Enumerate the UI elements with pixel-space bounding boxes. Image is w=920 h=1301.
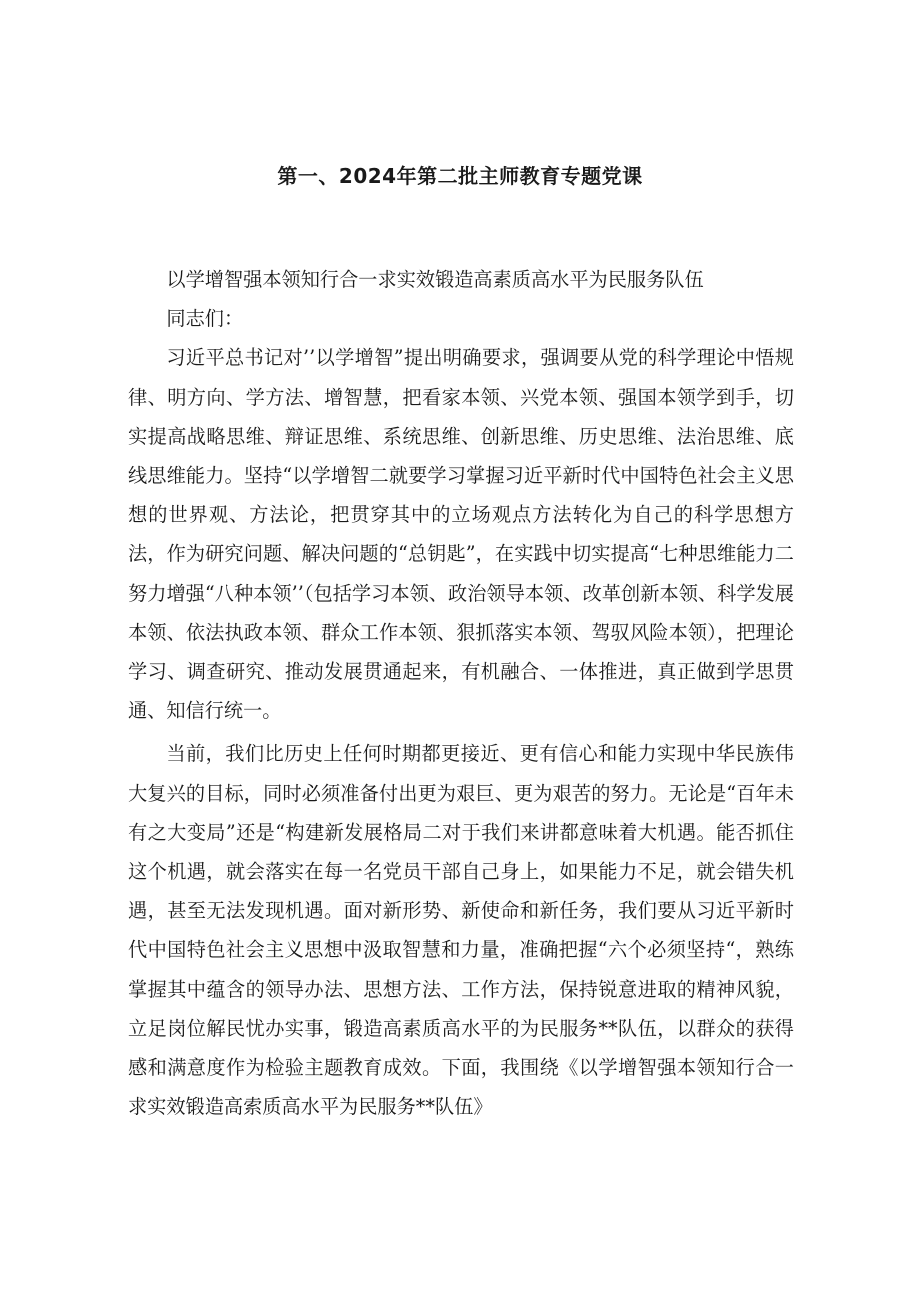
document-subtitle: 以学增智强本领知行合一求实效锻造高素质高水平为民服务队伍 xyxy=(166,268,704,291)
paragraph: 当前，我们比历史上任何时期都更接近、更有信心和能力实现中华民族伟大复兴的目标，同时必须准备付出更为艰巨、更为艰苦的努力。无论是“百年未有之大变局”还是“构建新发展格局二对于我们来讲都意味着大机遇。能否抓住这个机遇，就会落实在每一名党员干部自己身上，如果能力不足，就会错失机遇，甚至无法发现机遇。面对新形势、新使命和新任务，我们要从习近平新时代中国特色社会主义思想中汲取智慧和力量，准确把握“六个必须坚持“，熟练掌握其中蕴含的领导办法、思想方法、工作方法，保持锐意进取的精神风貌，立足岗位解民忧办实事，锻造高素质高水平的为民服务**队伍，以群众的获得感和满意度作为检验主题教育成效。下面，我围绕《以学增智强本领知行合一求实效锻造高索质高水平为民服务**队伍》 xyxy=(128,742,794,1119)
document-body xyxy=(128,260,794,1126)
salutation: 同志们： xyxy=(166,307,244,331)
paragraph: 习近平总书记对’’以学增智”提出明确要求，强调要从党的科学理论中悟规律、明方向、学方法、增智慧，把看家本领、兴党本领、强国本领学到手，切实提高战略思维、辩证思维、系统思维、创新思维、历史思维、法治思维、底线思维能力。坚持“以学增智二就要学习掌握习近平新时代中国特色社会主义思想的世界观、方法论，把贯穿其中的立场观点方法转化为自己的科学思想方法，作为研究问题、解决问题的“总钥匙”，在实践中切实提高“七种思维能力二努力增强“八种本领’’（包括学习本领、政治领导本领、改革创新本领、科学发展本领、依法执政本领、群众工作本领、狠抓落实本领、驾驭风险本领），把理论学习、调查研究、推动发展贯通起来，有机融合、一体推进，真正做到学思贯通、知信行统一。 xyxy=(128,346,794,723)
document-title: 第一、2024年第二批主师教育专题党课 xyxy=(277,164,643,188)
